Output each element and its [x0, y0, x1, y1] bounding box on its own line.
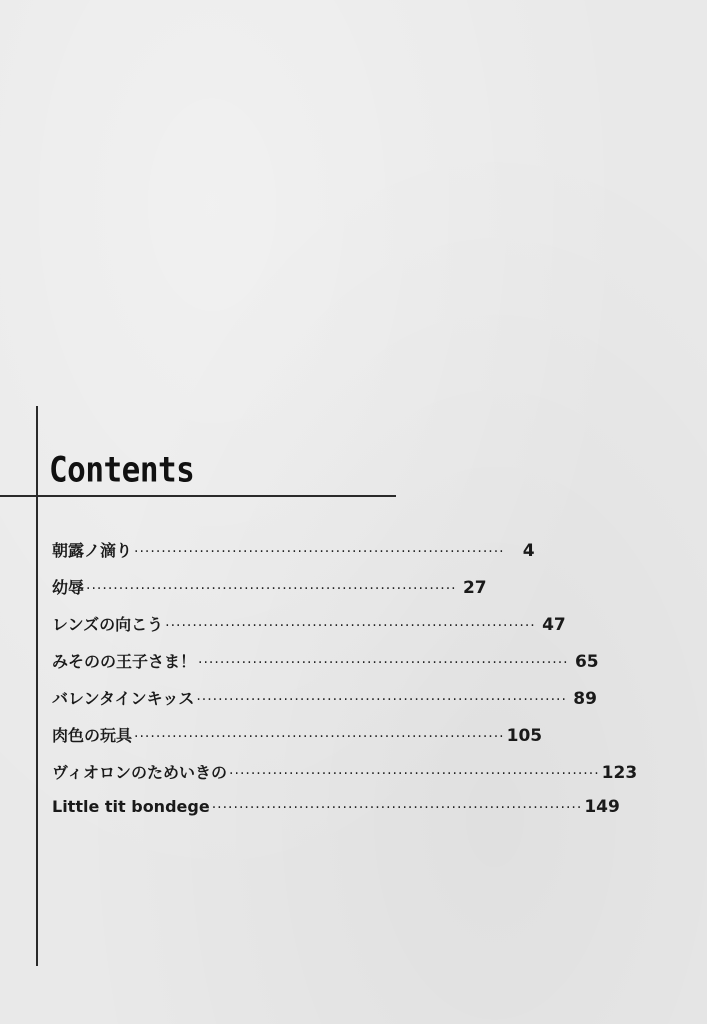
toc-entry — [52, 649, 599, 686]
toc-entry-title: Little tit bondege — [52, 797, 210, 816]
dot-leader: ···································································· — [165, 618, 536, 634]
toc-entry-page: 105 — [506, 726, 543, 746]
dot-leader: ···································································· — [134, 729, 505, 745]
toc-entry — [52, 612, 566, 649]
dot-leader: ···································································· — [211, 800, 583, 816]
toc-entry-title: 朝露ノ滴り — [52, 541, 133, 560]
toc-entry-title: みそのの王子さま！ — [52, 652, 197, 671]
toc-entry-page: 149 — [584, 797, 620, 817]
toc-entry-page: 47 — [542, 615, 566, 635]
toc-entry-page: 123 — [601, 763, 638, 783]
toc-entry — [52, 575, 487, 612]
page-title: Contents — [49, 450, 195, 491]
toc-entry — [52, 538, 535, 575]
toc-entry-title: ヴィオロンのためいきの — [52, 763, 228, 782]
toc-entry-title: レンズの向こう — [52, 615, 164, 634]
toc-entry-title: 幼辱 — [52, 578, 85, 597]
toc-entry — [52, 760, 638, 797]
vertical-rule — [36, 406, 38, 966]
toc-entry-page: 27 — [462, 578, 487, 598]
dot-leader: ···································································· — [86, 581, 457, 597]
dot-leader: ···································································· — [229, 766, 600, 782]
toc-entry-page: 89 — [573, 689, 597, 709]
dot-leader: ···································································· — [134, 544, 505, 560]
toc-entry — [52, 686, 597, 723]
toc-entry — [52, 723, 543, 760]
table-of-contents — [52, 538, 638, 834]
toc-entry-page: 65 — [574, 652, 599, 672]
toc-entry-title: バレンタインキッス — [52, 689, 195, 708]
dot-leader: ···································································· — [198, 655, 569, 671]
toc-entry — [52, 797, 620, 834]
dot-leader: ···································································· — [196, 692, 567, 708]
horizontal-rule — [0, 495, 396, 497]
toc-entry-page: 4 — [522, 541, 535, 561]
toc-entry-title: 肉色の玩具 — [52, 726, 133, 745]
